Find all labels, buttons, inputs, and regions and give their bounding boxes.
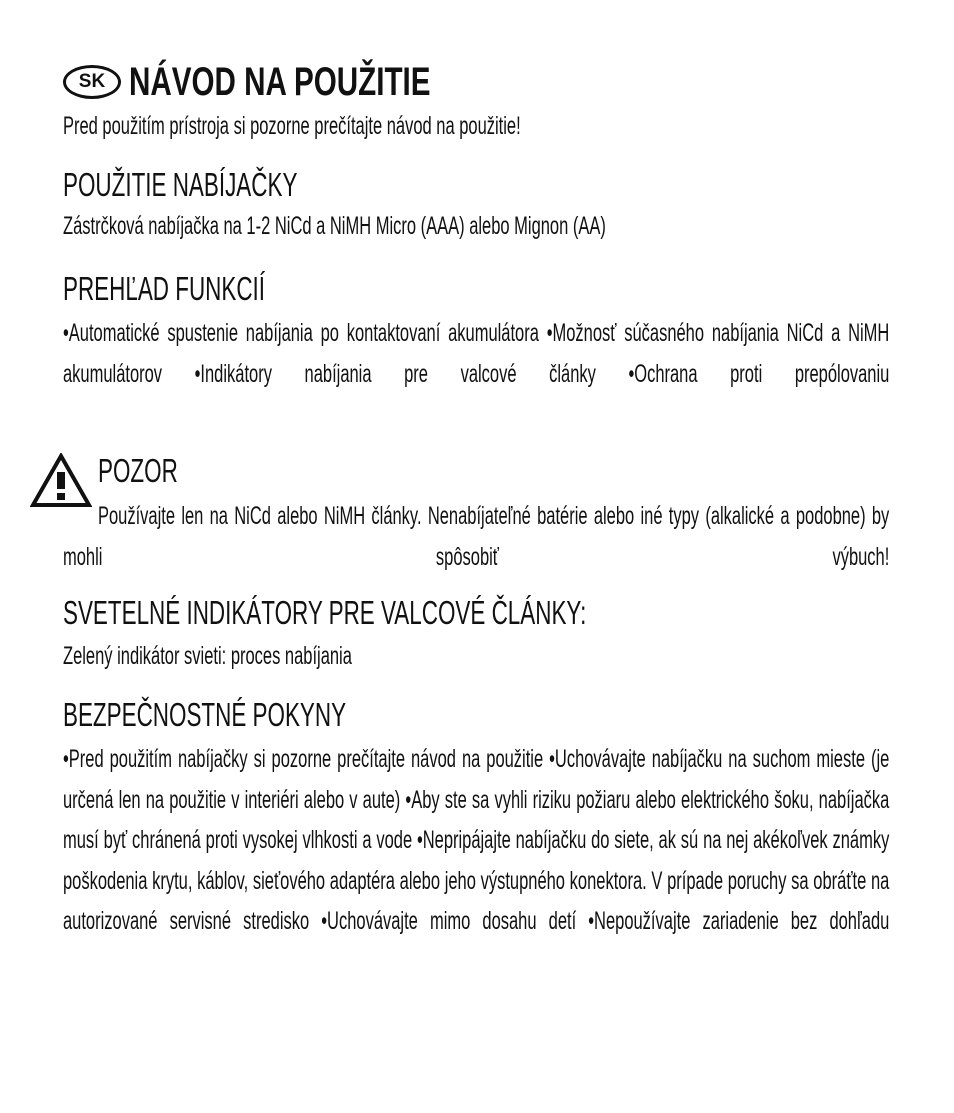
functions-text: •Automatické spustenie nabíjania po kontaktovaní akumulátora •Možnosť súčasného nabíjania NiCd a NiMH akumulátorov •Indikátory nabíjania pre valcové články •Ochrana proti prepólovaniu <box>63 319 890 388</box>
safety-paragraph <box>63 739 889 1029</box>
safety-heading: BEZPEČNOSTNÉ POKYNY <box>63 696 347 733</box>
intro-text: Pred použitím prístroja si pozorne prečítajte návod na použitie! <box>63 112 521 140</box>
safety-text: •Pred použitím nabíjačky si pozorne prečítajte návod na použitie •Uchovávajte nabíjačku na suchom mieste (je určená len na použitie v interiéri alebo v aute) •Aby ste sa vyhli riziku požiaru alebo elektrického šoku, nabíjačka musí byť chránená proti vysokej vlhkosti a vode •Nepripájajte nabíjačku do siete, ak sú na nej akékoľvek známky poškodenia krytu, káblov, sieťového adaptéra alebo jeho výstupného konektora. V prípade poruchy sa obráťte na autorizované servisné stredisko •Uchovávajte mimo dosahu detí •Nepoužívajte zariadenie bez dohľadu <box>63 745 890 935</box>
functions-heading: PREHĽAD FUNKCIÍ <box>63 270 266 307</box>
indicators-heading: SVETELNÉ INDIKÁTORY PRE VALCOVÉ ČLÁNKY: <box>63 594 587 631</box>
warning-text: Používajte len na NiCd alebo NiMH články. Nenabíjateľné batérie alebo iné typy (alkalické a podobne) by mohli spôsobiť výbuch! <box>63 502 890 571</box>
usage-heading: POUŽITIE NABÍJAČKY <box>63 166 298 203</box>
warning-paragraph <box>63 496 889 581</box>
page-title: NÁVOD NA POUŽITIE <box>129 60 431 104</box>
indicators-text: Zelený indikátor svieti: proces nabíjania <box>63 642 352 670</box>
functions-paragraph <box>63 313 889 438</box>
language-badge: SK <box>63 65 121 99</box>
warning-heading: POZOR <box>98 452 178 489</box>
title-row <box>63 58 536 106</box>
usage-text: Zástrčková nabíjačka na 1-2 NiCd a NiMH Micro (AAA) alebo Mignon (AA) <box>63 212 606 240</box>
